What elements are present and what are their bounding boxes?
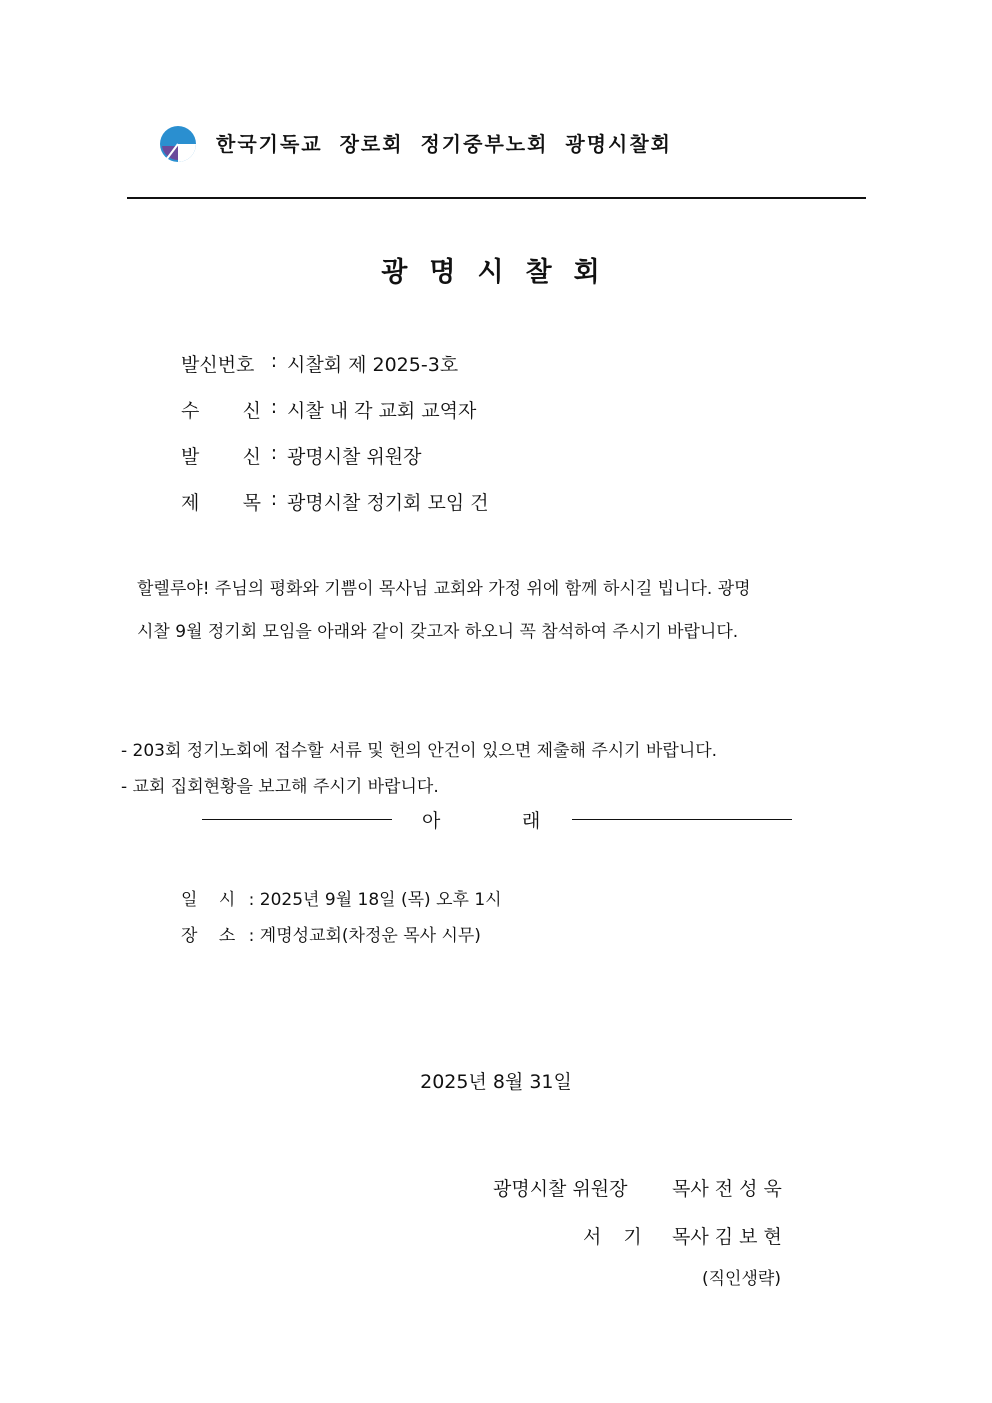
detail-label: 장 소 [181, 926, 244, 946]
greeting-paragraph [137, 568, 857, 654]
note-item: - 교회 집회현황을 보고해 주시기 바랍니다. [121, 777, 439, 797]
greeting-line: 시찰 9월 정기회 모임을 아래와 같이 갖고자 하오니 꼭 참석하여 주시기 바랍니다. [137, 622, 739, 642]
meta-label: 수 신 [181, 400, 261, 422]
below-label-left: 아 [422, 810, 441, 832]
signature-secretary [583, 1222, 650, 1249]
issue-date: 2025년 8월 31일 [420, 1071, 572, 1093]
meta-value: 시찰회 제 2025-3호 [287, 354, 459, 376]
detail-value: 2025년 9월 18일 (목) 오후 1시 [259, 890, 502, 910]
greeting-line: 할렐루야! 주님의 평화와 기쁨이 목사님 교회와 가정 위에 함께 하시길 빕니다. 광명 [137, 579, 751, 599]
meta-row-subject [181, 488, 489, 515]
organization-name: 한국기독교 장로회 정기중부노회 광명시찰회 [216, 132, 672, 156]
detail-value: 계명성교회(차정운 목사 시무) [259, 926, 481, 946]
below-divider-right [572, 819, 792, 820]
meta-value: 시찰 내 각 교회 교역자 [287, 400, 477, 422]
signature-chair [493, 1174, 628, 1201]
detail-datetime [181, 885, 502, 910]
below-divider-left [202, 819, 392, 820]
meta-label: 발신번호 [181, 354, 255, 376]
meta-separator: : [270, 396, 278, 418]
meta-label: 제 목 [181, 492, 261, 514]
seal-omitted-note: (직인생략) [702, 1269, 781, 1289]
detail-label: 일 시 [181, 890, 244, 910]
meta-row-send-number [181, 350, 458, 377]
signature-secretary-name [672, 1222, 782, 1249]
signature-role: 광명시찰 위원장 [493, 1178, 628, 1200]
meta-label: 발 신 [181, 446, 261, 468]
note-item: - 203회 정기노회에 접수할 서류 및 헌의 안건이 있으면 제출해 주시기 바랍니다. [121, 741, 718, 761]
signature-chair-name [672, 1174, 782, 1201]
signature-name: 전 성 욱 [714, 1178, 782, 1200]
signature-title: 목사 [672, 1226, 709, 1248]
meta-separator: : [270, 350, 278, 372]
meta-value: 광명시찰 정기회 모임 건 [287, 492, 489, 514]
signature-title: 목사 [672, 1178, 709, 1200]
signature-name: 김 보 현 [714, 1226, 782, 1248]
meta-value: 광명시찰 위원장 [287, 446, 422, 468]
below-label-right: 래 [522, 810, 541, 832]
detail-place [181, 921, 481, 946]
meta-separator: : [270, 442, 278, 464]
meta-separator: : [270, 488, 278, 510]
detail-separator: : [248, 890, 260, 910]
signature-role: 서 기 [583, 1226, 650, 1248]
church-logo-icon [160, 126, 196, 162]
document-title: 광명시찰회 [381, 257, 622, 288]
header-divider [127, 197, 866, 199]
meta-row-recipient [181, 396, 476, 423]
detail-separator: : [248, 926, 260, 946]
meta-row-sender [181, 442, 422, 469]
